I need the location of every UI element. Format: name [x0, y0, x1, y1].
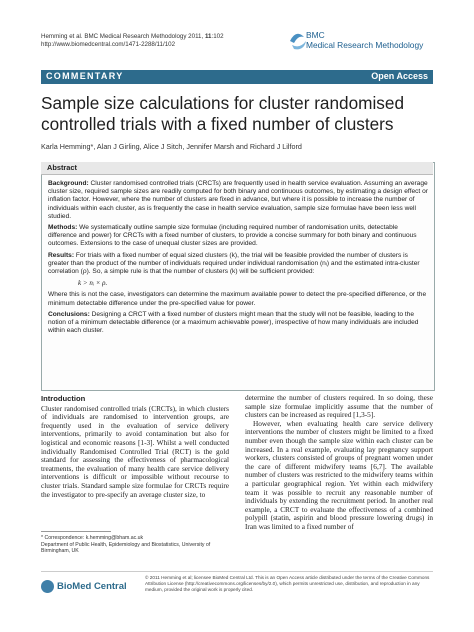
abstract-conclusions — [48, 311, 428, 336]
article-type-bar — [41, 70, 433, 84]
abstract-heading: Abstract — [47, 163, 77, 172]
journal-name-line1: BMC — [306, 30, 325, 40]
introduction-heading: Introduction — [41, 394, 86, 403]
biomed-central-logo-text: BioMed Central — [57, 581, 127, 592]
citation-url[interactable]: http://www.biomedcentral.com/1471-2288/11/102 — [41, 41, 176, 48]
citation-volume: 11 — [204, 33, 212, 40]
article-type-label: COMMENTARY — [46, 71, 124, 81]
author-list: Karla Hemming*, Alan J Girling, Alice J Sitch, Jennifer Marsh and Richard J Lilford — [41, 142, 302, 151]
journal-name — [306, 31, 423, 50]
abstract-results — [48, 252, 428, 277]
methods-label: Methods: — [48, 224, 78, 232]
abstract-body — [48, 180, 428, 338]
correspondence-footnote — [41, 535, 231, 555]
journal-name-line2: Medical Research Methodology — [306, 39, 424, 50]
citation-line1: Hemming et al. BMC Medical Research Methodology 2011, — [41, 33, 205, 40]
results-continued: Where this is not the case, investigators can determine the maximum available power to detect the pre-specified difference, or the minimum detectable difference under the pre-specified value for power. — [48, 291, 427, 307]
body-column-right — [245, 394, 433, 532]
biomed-central-logo — [41, 580, 129, 594]
correspondence-line: * Correspondence: k.hemming@bham.ac.uk — [41, 535, 144, 541]
background-label: Background: — [48, 180, 89, 187]
results-text: For trials with a fixed number of equal sized clusters (k), the trial will be feasible provided the number of clusters is greater than the product of the number of individuals required under individual randomisation (nᵢ) and the estimated intra-cluster correlation (ρ). So, a simple rule is that the number of clusters (k) will be sufficient provided: — [48, 251, 420, 276]
abstract-header — [41, 162, 433, 175]
conclusions-label: Conclusions: — [48, 310, 90, 318]
methods-text: We systematically outline sample size formulae (including required number of randomisation units, detectable difference and power) for CRCTs with a fixed number of clusters, to provide a concise summary for both binary and continuous outcomes. Extensions to the case of unequal cluster sizes are provided. — [48, 224, 417, 248]
background-text: Cluster randomised controlled trials (CRCTs) are frequently used in health service evaluation. Assuming an average cluster size, required sample sizes are readily computed for both binary and continuous outcomes, by estimating a design effect or inflation factor. However, where the number of clusters are fixed in advance, but where it is possible to increase the number of individuals within each cluster, as is frequently the case in health service evaluation, sample size formulae have been less well studied. — [48, 180, 428, 220]
conclusions-text: Designing a CRCT with a fixed number of clusters might mean that the study will not be feasible, leading to the notion of a minimum detectable difference (or a maximum achievable power), irrespective of how many individuals are included within each cluster. — [48, 310, 419, 335]
affiliation-line: Department of Public Health, Epidemiology and Biostatistics, University of Birmingham, UK — [41, 541, 211, 554]
open-access-label: Open Access — [371, 71, 428, 81]
results-label: Results: — [48, 251, 75, 259]
citation-rest: :102 — [211, 33, 224, 40]
citation-header — [41, 33, 224, 49]
intro-paragraph-1: Cluster randomised controlled trials (CRCTs), in which clusters of individuals are randomised to intervention groups, are frequently used in the evaluation of service delivery interventions, primarily to avoid contamination but also for logistical and economic reasons [1-3]. Whilst a well conducted individually Randomised Controlled Trial (RCT) is the gold standard for assessing the effectiveness of pharmacological treatments, the evaluation of many health care service delivery interventions is difficult or impossible without recourse to cluster trials. Standard sample size formulae for CRCTs require the investigator to pre-specify an average cluster size, to — [41, 403, 229, 499]
abstract-background — [48, 180, 428, 221]
body-column-left — [41, 395, 229, 499]
biomed-central-logo-icon — [41, 580, 54, 593]
footnote-divider — [41, 531, 111, 532]
page-footer-divider — [41, 571, 433, 572]
intro-paragraph-1-cont: determine the number of clusters required. In so doing, these sample size formulae implicitly assume that the number of clusters can be increased as required [1,3-5]. — [245, 393, 433, 420]
intro-paragraph-2: However, when evaluating health care service delivery interventions the number of clusters might be limited to a fixed number even though the sample size within each cluster can be increased. In a real example, evaluating lay pregnancy support workers, clusters consisted of groups of pregnant women under the care of different midwifery teams [6,7]. The available number of clusters was restricted to the midwifery teams within a particular geographical region. Yet within each midwifery team it was possible to recruit any reasonable number of individuals by extending the recruitment period. In another real example, a CRCT to evaluate the effectiveness of a combined polypill (statin, aspirin and blood pressure lowering drugs) in Iran was limited to a fixed number of — [245, 418, 433, 531]
article-title: Sample size calculations for cluster randomised controlled trials with a fixed number of clusters — [41, 93, 405, 134]
abstract-methods — [48, 224, 428, 249]
sample-size-formula: k > nᵢ × ρ. — [78, 279, 108, 288]
copyright-notice: © 2011 Hemming et al; licensee BioMed Central Ltd. This is an Open Access article distributed under the terms of the Creative Commons Attribution License (http://creativecommons.org/licenses/by/2.0), which permits unrestricted use, distribution, and reproduction in any medium, provided the original work is properly cited. — [145, 575, 430, 592]
